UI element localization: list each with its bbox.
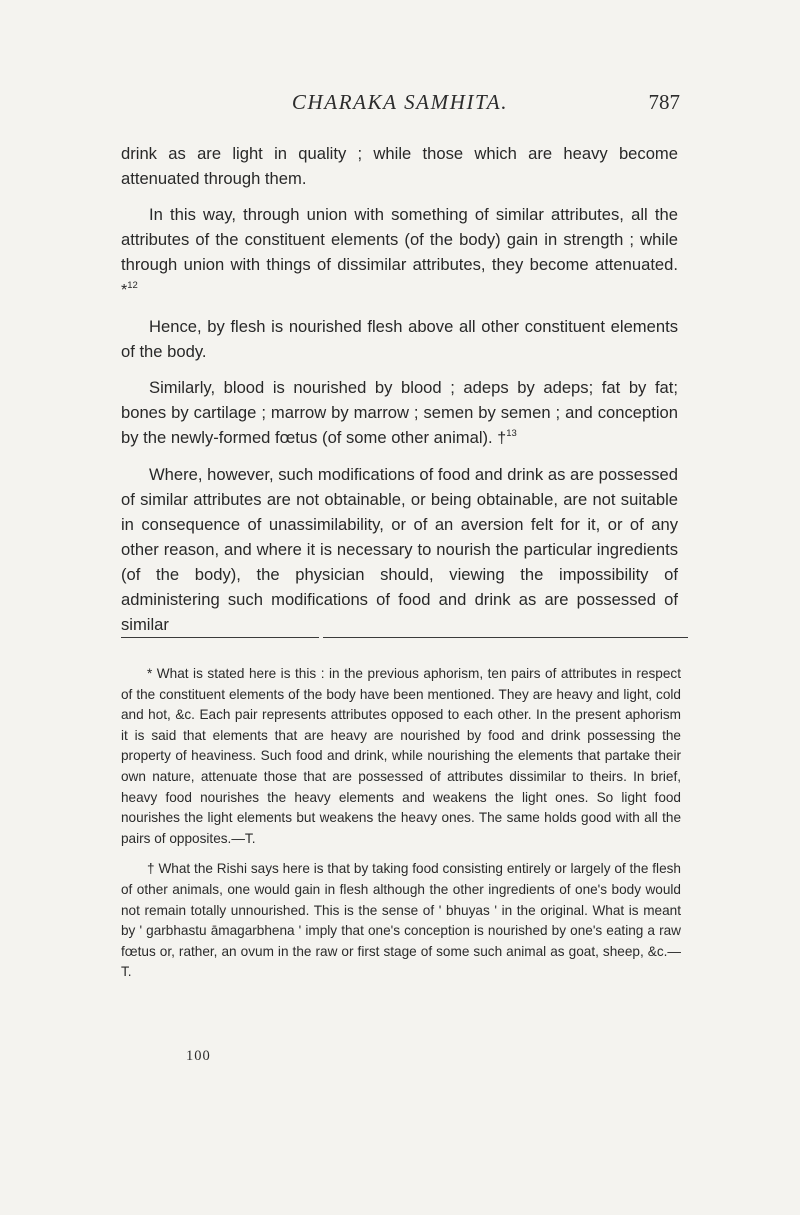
footnote-mark-dagger: † (497, 430, 507, 447)
running-head-title: CHARAKA SAMHITA. (291, 90, 509, 114)
paragraph-continuation: drink as are light in quality ; while those which are heavy become attenuated through them. (121, 144, 678, 188)
aphorism-reference-number: 12 (127, 280, 138, 291)
signature-mark: 100 (186, 1048, 211, 1064)
footnote-asterisk: * What is stated here is this : in the previous aphorism, ten pairs of attributes in respect of the constituent elements of the body have been mentioned. They are heavy and light, cold and hot, &c. Each pair represents attributes opposed to each other. In the present aphorism it is said that elements that are heavy are nourished by food and drink possessing the property of heaviness. Such food and drink, while nourishing the elements that partake their own nature, attenuate those that are possessed of attributes dissimilar to theirs. In brief, heavy food nourishes the heavy elements and weakens the light ones. So light food nourishes the light elements but weakens the heavy ones. The same holds good with all the pairs of opposites.—T. (121, 666, 681, 846)
paragraph-modifications-of-food: Where, however, such modifications of food and drink as are possessed of similar attributes are not obtainable, or being obtainable, are not suitable in consequence of unassimilability, or of an aversion felt for it, or of any other reason, and where it is necessary to nourish the particular ingredients (of the body), the physician should, viewing the impossibility of administering such modifications of food and drink as are possessed of similar (121, 465, 678, 634)
footnote-mark-asterisk: * (121, 282, 128, 299)
paragraph-flesh-nourished: Hence, by flesh is nourished flesh above all other constituent elements of the body. (121, 317, 678, 361)
aphorism-reference-number: 13 (506, 428, 517, 439)
footnote-separator-rule (323, 637, 688, 638)
page-number: 787 (648, 90, 680, 114)
footnote-dagger: † What the Rishi says here is that by taking food consisting entirely or largely of the flesh of other animals, one would gain in flesh although the other ingredients of one's body would not remain totally unnourished. This is the sense of ' bhuyas ' in the original. What is meant by ' garbhastu āmagarbhena ' imply that one's conception is nourished by one's eating a raw fœtus or, rather, an ovum in the raw or first stage of some such animal as goat, sheep, &c.—T. (121, 861, 681, 980)
paragraph-text: Similarly, blood is nourished by blood ; adeps by adeps; fat by fat; bones by cartilage ; marrow by marrow ; semen by semen ; and conception by the newly-formed fœtus (of some other animal). (121, 378, 678, 447)
footnote-separator-rule (121, 637, 319, 638)
paragraph-similarly-nourished (121, 375, 678, 451)
running-head (120, 90, 680, 120)
paragraph-text: In this way, through union with something of similar attributes, all the attributes of the constituent elements (of the body) gain in strength ; while through union with things of dissimilar attributes, they become attenuated. (121, 205, 678, 274)
paragraph-union-of-attributes (121, 202, 678, 303)
main-text (121, 141, 678, 648)
footnotes (121, 664, 681, 993)
